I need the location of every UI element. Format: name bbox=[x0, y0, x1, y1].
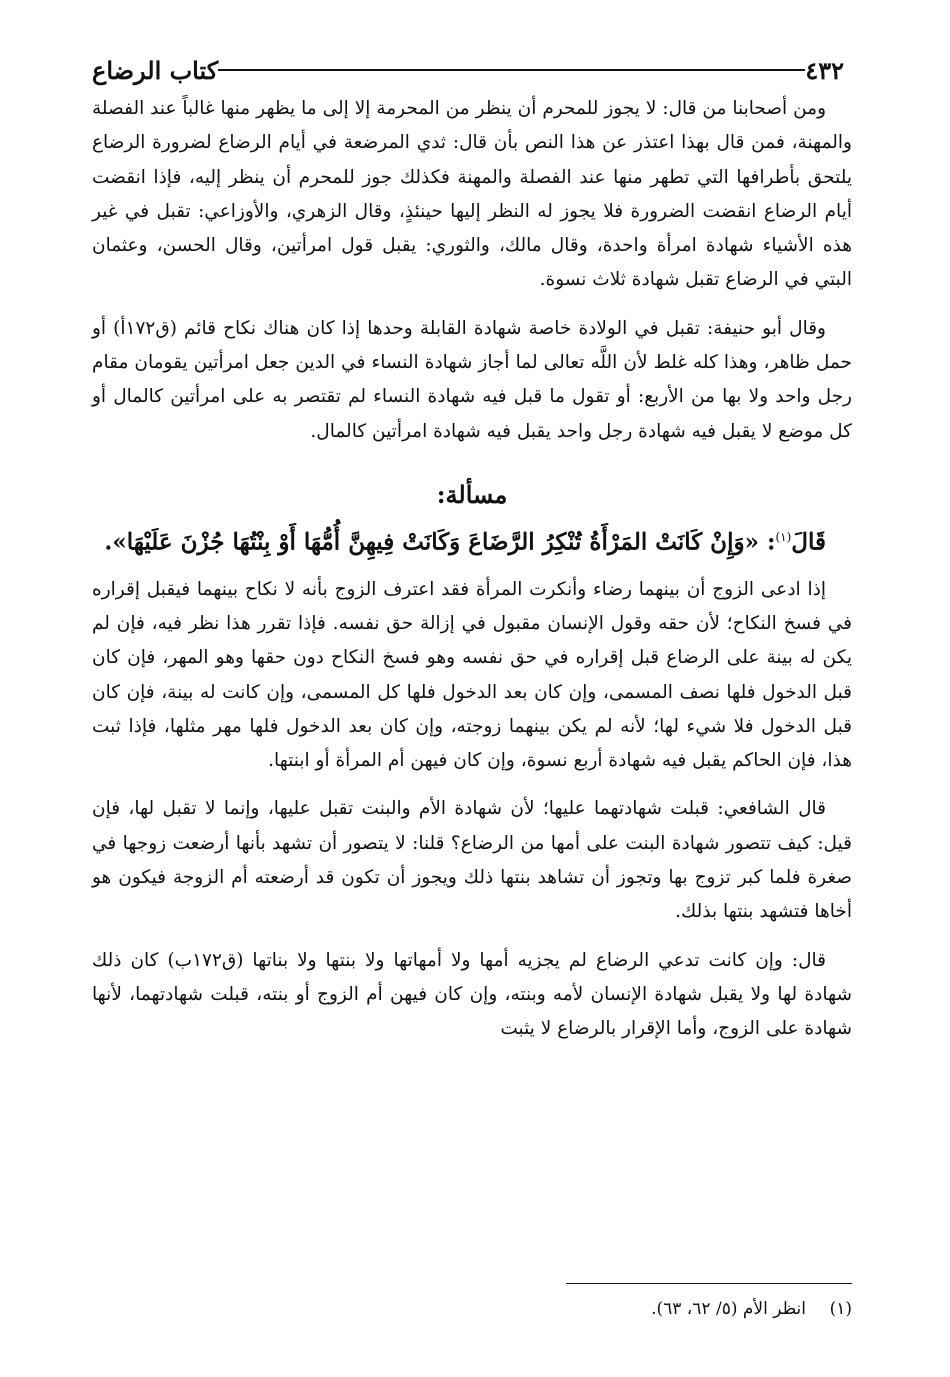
footnote-marker: (١) bbox=[775, 529, 792, 544]
footnote-divider bbox=[566, 1283, 852, 1284]
page-header bbox=[70, 50, 862, 90]
footnote bbox=[92, 1295, 852, 1323]
footnote-text: انظر الأم (٥/ ٦٢، ٦٣). bbox=[651, 1299, 806, 1319]
main-text bbox=[92, 92, 852, 1060]
paragraph: ومن أصحابنا من قال: لا يجوز للمحرم أن ينظر من المحرمة إلا إلى ما يظهر منها غالباً عند الفصلة والمهنة، فمن قال بهذا اعتذر عن هذا النص بأن قال: ثدي المرضعة في أيام الرضاع لضرورة الرضاع يلتحق بأطرافها التي تطهر منها عند الفصلة والمهنة فكذلك جوز للمحرم أن ينظر إليه، فإذا انقضت أيام الرضاع انقضت الضرورة فلا يجوز له النظر إليها حينئذٍ، وقال الزهري، والأوزاعي: تقبل في غير هذه الأشياء شهادة امرأة واحدة، وقال مالك، والثوري: يقبل قول امرأتين، وقال الحسن، وعثمان البتي في الرضاع تقبل شهادة ثلاث نسوة. bbox=[92, 98, 852, 291]
paragraph: وقال أبو حنيفة: تقبل في الولادة خاصة شهادة القابلة وحدها إذا كان هناك نكاح قائم (ق١٧٢أ) أو حمل ظاهر، وهذا كله غلط لأن اللَّه تعالى لما أجاز شهادة النساء في الدين جعل امرأتين يقومان مقام رجل واحد ولا بها من الأربع: أو تقول ما قبل فيه شهادة النساء لم تقتصر به على امرأتين كالمال أو كل موضع لا يقبل فيه شهادة رجل واحد يقبل فيه شهادة امرأتين كالمال. bbox=[92, 317, 852, 442]
paragraph: قال الشافعي: قبلت شهادتهما عليها؛ لأن شهادة الأم والبنت تقبل عليها، وإنما لا تقبل لها، فإن قيل: كيف تتصور شهادة البنت على أمها من الرضاع؟ قلنا: لا يتصور أن تشهد بأنها أرضعت زوجها في صغرة فلما كبر تزوج بها وتجوز أن تشاهد بنتها ذلك ويجوز أن تكون قد أرضعته أم الزوجة فيكون هو أخاها فتشهد بنتها بذلك. bbox=[92, 798, 852, 923]
section-heading: مسألة: bbox=[436, 479, 508, 509]
quote-prefix: قَالَ bbox=[791, 528, 826, 556]
footnote-number: (١) bbox=[829, 1299, 852, 1319]
paragraph: إذا ادعى الزوج أن بينهما رضاء وأنكرت المرأة فقد اعترف الزوج بأنه لا نكاح بينهما فيقبل إقراره في فسخ النكاح؛ لأن حقه وقول الإنسان مقبول في إزالة حق نفسه. فإذا تقرر هذا نظر فيه، فإن لم يكن له بينة على الرضاع قبل إقراره في حق نفسه وهو فسخ النكاح دون حقها وهو المهر، فإن كان قبل الدخول فلها نصف المسمى، وإن كان بعد الدخول فلها كل المسمى، وإن كانت له بينة، فإن كان قبل الدخول فلا شيء لها؛ لأنه لم يكن بينهما زوجته، وإن كان بعد الدخول فلها مهر مثلها، فإذا ثبت هذا، فإن الحاكم يقبل فيه شهادة أربع نسوة، وإن كان فيهن أم المرأة أو ابنتها. bbox=[92, 578, 852, 772]
book-title: كتاب الرضاع bbox=[92, 55, 219, 85]
quoted-text-line bbox=[92, 517, 852, 563]
page-number: ٤٣٢ bbox=[805, 55, 844, 85]
header-rule bbox=[218, 69, 805, 71]
paragraph: قال: وإن كانت تدعي الرضاع لم يجزيه أمها ولا أمهاتها ولا بنتها ولا بناتها (ق١٧٢ب) كان ذلك شهادة لها ولا يقبل شهادة الإنسان لأمه وبنته، وإن كان فيهن أم الزوج أو بنته، قبلت شهادتهما، لأنها شهادة على الزوج، وأما الإقرار بالرضاع لا يثبت bbox=[92, 949, 852, 1040]
quote-text: : «وَإِنْ كَانَتْ المَرْأَةُ تُنْكِرُ الرَّضَاعَ وَكَانَتْ فِيهِنَّ أُمُّهَا أَوْ بِنْتُهَا جُزْنَ عَلَيْهَا». bbox=[104, 528, 776, 556]
